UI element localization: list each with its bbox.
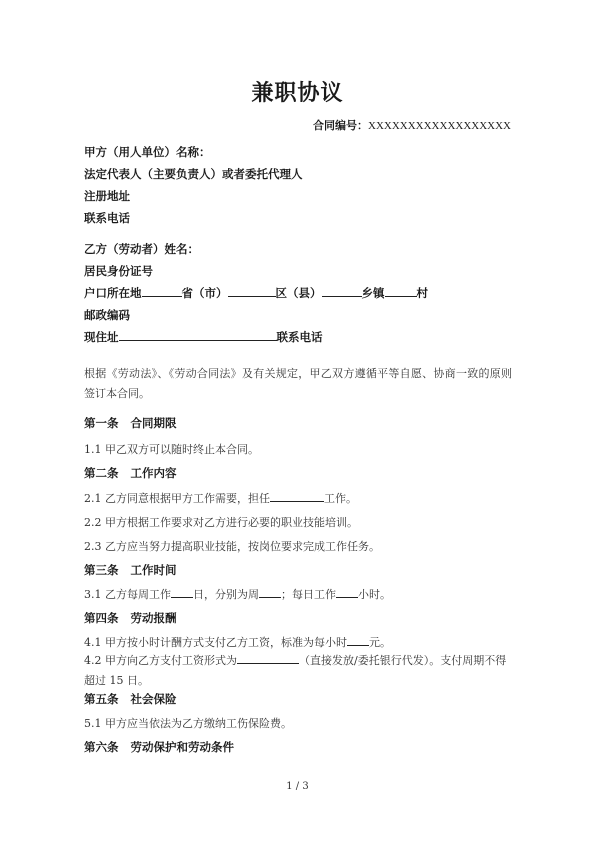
clause-3-1-text-d: 小时。 [358,588,391,601]
hukou-blank-2[interactable] [228,285,276,297]
clause-2-3: 2.3 乙方应当努力提高职业技能，按岗位要求完成工作任务。 [84,540,380,553]
weekdays-blank[interactable] [259,586,281,598]
clause-3-1-text-c: ；每日工作 [281,588,336,601]
hukou-village: 村 [416,286,428,300]
hukou-blank-3[interactable] [322,285,362,297]
party-b-hukou [84,285,428,301]
page-number: 1 / 3 [286,781,309,792]
article-1-number: 第一条 [84,416,119,430]
clause-4-2-text-a: 4.2 甲方向乙方支付工资形式为 [84,654,237,667]
article-3-title: 工作时间 [130,563,177,577]
clause-4-2 [84,651,512,691]
contract-number-value: XXXXXXXXXXXXXXXXXX [368,120,511,132]
clause-3-1-text-a: 3.1 乙方每周工作 [84,588,171,601]
hukou-label: 户口所在地 [84,286,142,300]
party-a-address: 注册地址 [84,189,130,203]
party-a-name: 甲方（用人单位）名称： [84,145,211,159]
article-2-number: 第二条 [84,466,119,480]
article-3-number: 第三条 [84,563,119,577]
article-5-title: 社会保险 [130,692,177,706]
article-1-title: 合同期限 [130,416,177,430]
residence-phone-label: 联系电话 [276,330,323,344]
hukou-district: 区（县） [275,286,322,300]
clause-2-1-text-b: 工作。 [324,492,357,505]
clause-2-2: 2.2 甲方根据工作要求对乙方进行必要的职业技能培训。 [84,516,358,529]
clause-2-1 [84,490,357,506]
residence-label: 现住址 [84,330,119,344]
contract-number [313,117,511,133]
article-5-heading [84,691,177,707]
article-1-heading [84,415,177,431]
party-a-phone: 联系电话 [84,211,130,225]
article-4-number: 第四条 [84,611,119,625]
hukou-province: 省（市） [181,286,228,300]
clause-4-2-text-b: （直接发放/委托银行代发）。支付周期不得超过 15 日。 [84,654,507,687]
clause-2-1-text-a: 2.1 乙方同意根据甲方工作需要，担任 [84,492,270,505]
party-b-postcode: 邮政编码 [84,308,130,322]
party-b-name: 乙方（劳动者）姓名： [84,242,199,256]
article-6-heading [84,739,234,755]
article-4-heading [84,610,177,626]
article-4-title: 劳动报酬 [130,611,177,625]
hukou-township: 乡镇 [361,286,385,300]
payment-method-blank[interactable] [237,652,299,664]
clause-1-1: 1.1 甲乙双方可以随时终止本合同。 [84,443,259,456]
article-3-heading [84,562,177,578]
residence-blank[interactable] [119,329,277,341]
article-2-title: 工作内容 [130,466,177,480]
intro-paragraph: 根据《劳动法》、《劳动合同法》及有关规定，甲乙双方遵循平等自愿、协商一致的原则签订本合同。 [84,367,512,400]
hourly-rate-blank[interactable] [347,634,369,646]
clause-5-1: 5.1 甲方应当依法为乙方缴纳工伤保险费。 [84,717,292,730]
clause-4-1 [84,634,391,650]
clause-3-1-text-b: 日，分别为周 [193,588,259,601]
clause-4-1-text-b: 元。 [369,636,391,649]
article-2-heading [84,465,177,481]
contract-number-label: 合同编号： [313,119,368,132]
position-blank[interactable] [270,490,324,502]
clause-3-1 [84,586,391,602]
hukou-blank-4[interactable] [385,285,417,297]
hukou-blank-1[interactable] [142,285,182,297]
party-b-residence [84,329,323,345]
document-title: 兼职协议 [251,80,344,106]
article-6-number: 第六条 [84,740,119,754]
party-a-representative: 法定代表人（主要负责人）或者委托代理人 [84,167,303,181]
hours-per-day-blank[interactable] [336,586,358,598]
clause-4-1-text-a: 4.1 甲方按小时计酬方式支付乙方工资，标准为每小时 [84,636,347,649]
party-b-id: 居民身份证号 [84,264,153,278]
article-6-title: 劳动保护和劳动条件 [130,740,234,754]
article-5-number: 第五条 [84,692,119,706]
days-per-week-blank[interactable] [171,586,193,598]
